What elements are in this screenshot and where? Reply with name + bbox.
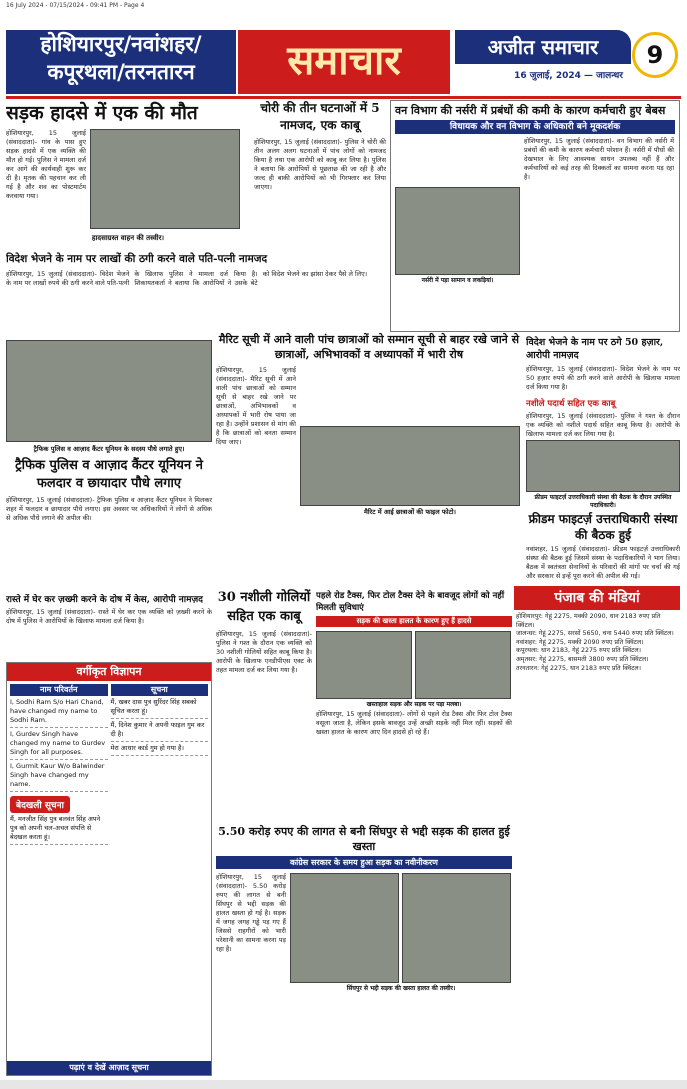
body-tax: होशियारपुर, 15 जुलाई (संवाददाता)- लोगों से पहले रोड टैक्स और फिर टोल टैक्स वसूला जाता है, लेकिन इसके बावजूद उन्हें अच्छी सड़कें नहीं मिल रहीं। सड़कों की खस्ता हालत के कारण आए दिन हादसे हो रहे हैं। [316,710,512,736]
body-drugs: होशियारपुर, 15 जुलाई (संवाददाता)- पुलिस ने गश्त के दौरान एक व्यक्ति को नशीले पदार्थ सहित काबू किया है। आरोपी के खिलाफ मामला दर्ज कर लिया गया है। [526,412,680,438]
body-fraud: होशियारपुर, 15 जुलाई (संवाददाता)- विदेश भेजने के नाम पर लाखों रुपये की ठगी करने वाले पति-पत्नी के खिलाफ पुलिस ने मामला दर्ज किया है। शिकायतकर्ता ने बताया कि आरोपियों ने उसके बेटे को विदेश भेजने का झांसा देकर पैसे ले लिए। [6,270,368,287]
photo-accident [90,129,240,229]
classified-notice: मैं, खबर दास पुत्र सुरिंदर सिंह सबको सूचित करता हूं। [111,696,209,719]
caption-freedom: फ्रीडम फाइटर्ज़ उत्तराधिकारी संस्था की बैठक के दौरान उपस्थित पदाधिकारी। [534,494,672,509]
classifieds-footer: पढ़ाएं व देखें आज़ाद सूचना [7,1061,211,1075]
caption-tax: खस्ताहाल सड़क और सड़क पर पड़ा मलबा। [366,701,462,708]
header-divider [6,96,681,99]
headline-forest: वन विभाग की नर्सरी में प्रबंधों की कमी के कारण कर्मचारी हुए बेबस [395,104,666,117]
body-freedom: नवांशहर, 15 जुलाई (संवाददाता)- फ्रीडम फाइटर्ज़ उत्तराधिकारी संस्था की बैठक हुई जिसमें संस्था के पदाधिकारियों ने भाग लिया। बैठक में स्वतंत्रता सेनानियों के परिवारों की मांगों पर चर्चा की गई और सरकार से इन्हें पूरा करने की अपील की गई। [526,545,680,580]
classified-lost-text: मैं, मनजीत सिंह पुत्र बलवंत सिंह अपने पुत्र को अपनी चल-अचल संपत्ति से बेदखल करता हूं। [10,813,108,845]
classified-notice: मेरा आधार कार्ड गुम हो गया है। [111,742,209,756]
headline-road: 5.50 करोड़ रुपए की लागत से बनी सिंघपुर से भद्दी सड़क की हालत हुई खस्ता [218,825,510,853]
body-road: होशियारपुर, 15 जुलाई (संवाददाता)- 5.50 करोड़ रुपए की लागत से बनी सिंघपुर से भद्दी सड़क की हालत खस्ता हो गई है। सड़क में जगह जगह गड्ढे पड़ गए हैं जिससे राहगीरों को भारी परेशानी का सामना करना पड़ रहा है। [216,873,286,953]
classified-item: I, Gurmit Kaur W/o Balwinder Singh have changed my name. [10,760,108,792]
mandi-line: होशियारपुर: गेहूं 2275, मक्की 2090, धान 2183 रुपए प्रति क्विंटल। [516,613,661,629]
photo-road-2 [402,873,511,983]
caption-accident: हादसाग्रस्त वाहन की तस्वीर। [91,234,165,242]
headline-traffic: ट्रैफिक पुलिस व आज़ाद कैंटर यूनियन ने फलदार व छायादार पौधे लगाए [15,458,203,491]
caption-forest: नर्सरी में पड़ा सामान व लकड़ियां। [421,277,494,284]
classifieds-lost-title: बेदखली सूचना [10,796,70,813]
subhead-road: कांग्रेस सरकार के समय हुआ सड़क का नवीनीकरण [216,856,512,869]
classified-item: I, Gurdev Singh have changed my name to Gurdev Singh for all purposes. [10,728,108,760]
photo-tax-2 [415,631,511,699]
headline-pills: 30 नशीली गोलियों सहित एक काबू [217,590,311,624]
photo-tax-1 [316,631,412,699]
headline-drugs: नशीले पदार्थ सहित एक काबू [526,399,616,409]
story-freedom [526,440,680,590]
mandi-prices [514,586,680,1076]
mandi-line: अमृतसर: गेहूं 2275, बासमती 3800 रुपए प्रति क्विंटल। [516,655,649,663]
subhead-tax: सड़क की खस्ता हालत के कारण हुए हैं हादसे [316,616,512,627]
story-pills [216,588,312,822]
story-traffic [6,340,212,590]
body-pills: होशियारपुर, 15 जुलाई (संवाददाता)- पुलिस ने गश्त के दौरान एक व्यक्ति को 30 नशीली गोलियों सहित काबू किया है। आरोपी के खिलाफ एनडीपीएस एक्ट के तहत मामला दर्ज कर लिया गया है। [216,630,312,674]
classified-item: I, Sodhi Ram S/o Hari Chand, have changed my name to Sodhi Ram. [10,696,108,728]
body-abroad: होशियारपुर, 15 जुलाई (संवाददाता)- विदेश भेजने के नाम पर 50 हज़ार रुपये की ठगी करने वाले आरोपी के खिलाफ मामला दर्ज किया गया है। [526,365,680,391]
classifieds-notice-title: सूचना [111,684,209,696]
photo-merit [300,426,520,506]
body-traffic: होशियारपुर, 15 जुलाई (संवाददाता)- ट्रैफिक पुलिस व आज़ाद कैंटर यूनियन ने मिलकर शहर में फलदार व छायादार पौधे लगाए। इस अवसर पर अधिकारियों ने लोगों से अधिक से अधिक पौधे लगाने की अपील की। [6,496,212,522]
section-masthead: समाचार [238,30,450,94]
mandi-title: पंजाब की मंडियां [514,586,680,610]
caption-road: सिंघपुर से भद्दी सड़क की खस्ता हालत की तस्वीर। [346,985,456,992]
region-line-1: होशियारपुर/नवांशहर/ [40,31,202,56]
region-banner [6,30,236,94]
region-line-2: कपूरथला/तरनतारन [47,59,195,84]
subhead-forest: विधायक और वन विभाग के अधिकारी बने मूकदर्शक [395,120,675,134]
headline-merit: मैरिट सूची में आने वाली पांच छात्राओं को सम्मान सूची से बाहर रखे जाने से छात्राओं, अभिभावकों व अध्यापकों में भारी रोष [218,333,520,361]
body-absconding: होशियारपुर, 15 जुलाई (संवाददाता)- रास्ते में घेर कर एक व्यक्ति को ज़ख्मी करने के दोष में पुलिस ने आरोपियों के खिलाफ मामला दर्ज किया है। [6,608,212,625]
newspaper-brand: अजीत समाचार [455,30,631,64]
story-fraud [6,252,386,336]
story-absconding [6,594,212,660]
page-number: 9 [632,32,678,78]
photo-forest [395,187,520,275]
story-forest [390,100,680,332]
page-topline: 16 July 2024 - 07/15/2024 - 09:41 PM - Page 4 [6,2,145,9]
story-road [216,824,512,1076]
headline-abroad: विदेश भेजने के नाम पर ठगे 50 हज़ार, आरोपी नामज़द [526,337,664,361]
headline-theft: चोरी की तीन घटनाओं में 5 नामजद, एक काबू [260,101,380,132]
headline-fraud: विदेश भेजने के नाम पर लाखों की ठगी करने वाले पति-पत्नी नामजद [6,253,268,265]
body-theft: होशियारपुर, 15 जुलाई (संवाददाता)- पुलिस ने चोरी की तीन अलग अलग घटनाओं में पांच लोगों को नामजद किया है तथा एक आरोपी को काबू कर लिया है। पुलिस ने बताया कि आरोपियों से पूछताछ की जा रही है और जल्द ही बाकी आरोपियों को भी गिरफ्तार कर लिया जाएगा। [254,138,386,191]
classifieds-name-change-title: नाम परिवर्तन [10,684,108,696]
story-tax [316,590,512,822]
photo-freedom [526,440,680,492]
classified-notice: मैं, दिनेश कुमार ने अपनी फाइल गुम कर दी है। [111,719,209,742]
mandi-line: कपूरथला: धान 2183, गेहूं 2275 रुपए प्रति क्विंटल। [516,647,642,655]
mandi-line: तरनतारन: गेहूं 2275, धान 2183 रुपए प्रति क्विंटल। [516,664,642,672]
caption-merit: मैरिट में आई छात्राओं की फाइल फोटो। [363,508,457,516]
spacer [526,338,680,340]
headline-accident: सड़क हादसे में एक की मौत [6,102,198,124]
caption-traffic: ट्रैफिक पुलिस व आज़ाद कैंटर यूनियन के सदस्य पौधे लगाते हुए। [33,445,185,453]
body-merit: होशियारपुर, 15 जुलाई (संवाददाता)- मैरिट सूची में आने वाली पांच छात्राओं को सम्मान सूची से बाहर रखे जाने पर छात्राओं, अभिभावकों व अध्यापकों में भारी रोष पाया जा रहा है। उन्होंने प्रशासन से मांग की है कि छात्राओं को बनता सम्मान दिया जाए। [216,366,296,446]
mandi-line: जालन्धर: गेहूं 2275, सरसों 5650, चना 5440 रुपए प्रति क्विंटल। [516,630,674,638]
story-merit [216,332,522,586]
photo-traffic [6,340,212,442]
classifieds [6,662,212,1076]
body-accident: होशियारपुर, 15 जुलाई (संवाददाता)- गांव के पास हुए सड़क हादसे में एक व्यक्ति की मौत हो गई। पुलिस ने मामला दर्ज कर आगे की कार्यवाही शुरू कर दी है। मृतक की पहचान कर ली गई है और शव का पोस्टमार्टम करवाया गया। [6,129,86,200]
photo-road-1 [290,873,399,983]
mandi-line: नवांशहर: गेहूं 2275, मक्की 2090 रुपए प्रति क्विंटल। [516,638,644,646]
headline-absconding: रास्ते में घेर कर ज़ख्मी करने के दोष में केस, आरोपी नामज़द [6,595,203,605]
headline-tax: पहले रोड टैक्स, फिर टोल टैक्स देने के बावजूद लोगों को नहीं मिलती सुविधाएं [316,591,505,613]
bottom-strip [0,1080,687,1089]
dateline: 16 जुलाई, 2024 — जालन्धर [514,71,623,81]
classifieds-title: वर्गीकृत विज्ञापन [7,663,211,681]
headline-freedom: फ्रीडम फाइटर्ज़ उत्तराधिकारी संस्था की बैठक हुई [528,512,678,542]
body-forest: होशियारपुर, 15 जुलाई (संवाददाता)- वन विभाग की नर्सरी में प्रबंधों की कमी के कारण कर्मचारी परेशान हैं। नर्सरी में पौधों की देखभाल के लिए आवश्यक साधन उपलब्ध नहीं हैं और कर्मचारियों को कई तरह की दिक्कतों का सामना करना पड़ रहा है। [524,137,674,181]
story-accident [6,100,250,248]
